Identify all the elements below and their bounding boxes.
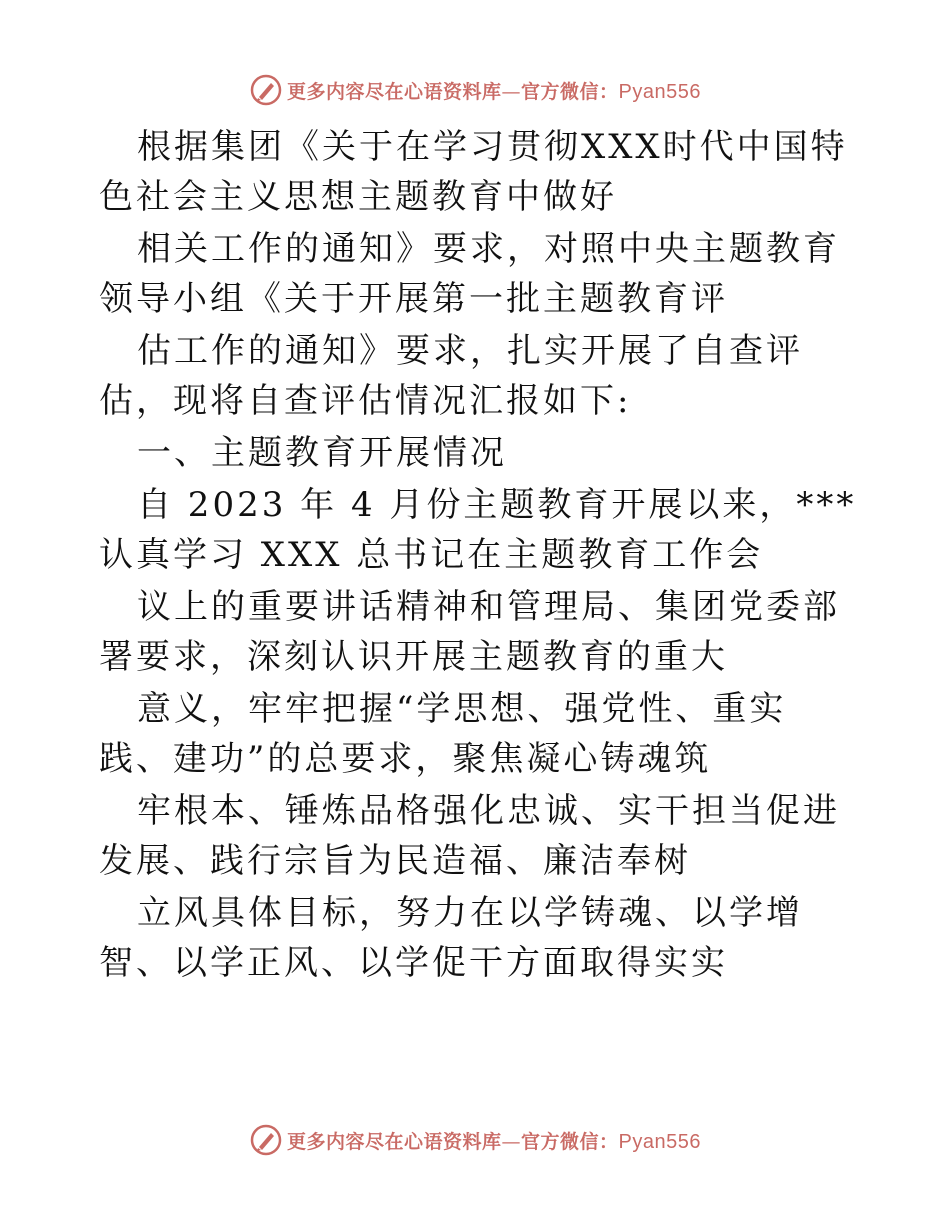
paragraph-7: 牢根本、锤炼品格强化忠诚、实干担当促进发展、践行宗旨为民造福、廉洁奉树 <box>99 791 840 881</box>
paragraph-5: 议上的重要讲话精神和管理局、集团党委部署要求，深刻认识开展主题教育的重大 <box>99 587 840 677</box>
pen-logo-icon <box>249 73 283 107</box>
paragraph-3: 估工作的通知》要求，扎实开展了自查评估，现将自查评估情况汇报如下: <box>99 331 803 421</box>
paragraph-6: 意义，牢牢把握“学思想、强党性、重实践、建功”的总要求，聚焦凝心铸魂筑 <box>99 689 787 779</box>
watermark-header <box>0 70 950 110</box>
watermark-text: 更多内容尽在心语资料库—官方微信：Pyan556 <box>287 1130 701 1153</box>
watermark-footer <box>0 1120 950 1160</box>
paragraph-4: 自 2023 年 4 月份主题教育开展以来，***认真学习 XXX 总书记在主题教育工作会 <box>99 485 857 575</box>
paragraph-1: 根据集团《关于在学习贯彻XXX时代中国特色社会主义思想主题教育中做好 <box>99 127 848 217</box>
document-body <box>99 122 859 990</box>
watermark-text: 更多内容尽在心语资料库—官方微信：Pyan556 <box>287 80 701 103</box>
section-heading: 一、主题教育开展情况 <box>137 433 507 473</box>
paragraph-2: 相关工作的通知》要求，对照中央主题教育领导小组《关于开展第一批主题教育评 <box>99 229 840 319</box>
pen-logo-icon <box>249 1123 283 1157</box>
paragraph-8: 立风具体目标，努力在以学铸魂、以学增智、以学正风、以学促干方面取得实实 <box>99 893 803 983</box>
